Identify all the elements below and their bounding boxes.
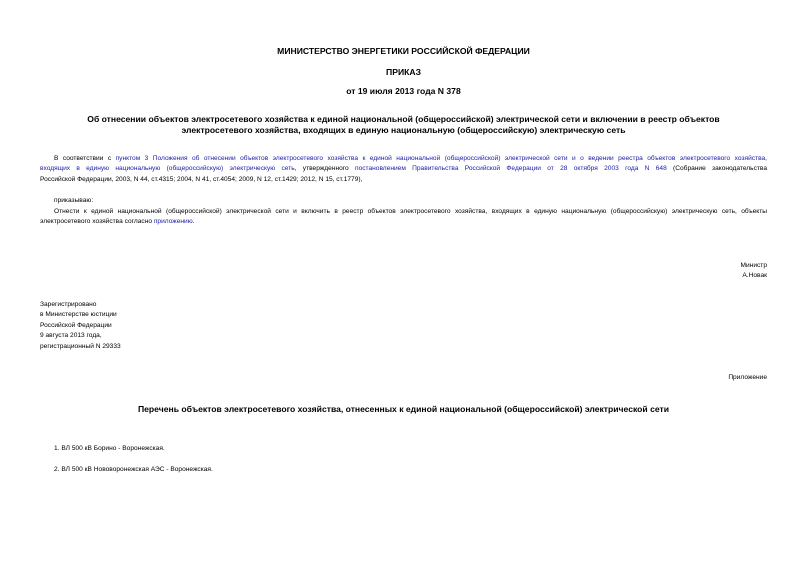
preamble-prefix: В соответствии с [54,155,116,162]
preamble-line-1 [40,154,767,164]
registration-line: Российской Федерации [40,321,112,329]
regulation-link[interactable]: пунктом 3 Положения об отнесении объектов электросетевого хозяйства к единой национальной (общероссийской) электрической сети и о ведении реестра объектов электросетевого хозяйства, [115,155,767,162]
appendix-link[interactable]: приложению [153,218,193,226]
appendix-item-2: 2. ВЛ 500 кВ Нововоронежская АЭС - Воронежская. [54,466,213,473]
order-line-2-suffix: . [192,218,195,226]
registration-line: регистрационный N 29333 [40,342,121,350]
order-line-1: Отнести к единой национальной (общероссийской) электрической сети и включить в реестр объектов электросетевого хозяйства, входящих в единую национальную (общероссийскую) электрическую сеть, объекты [54,208,767,215]
preamble-line-2 [40,164,767,174]
appendix-label: Приложение [728,374,767,381]
title-line-2: электросетевого хозяйства, входящих в единую национальную (общероссийскую) электрическую сеть [181,125,626,135]
preamble-suffix: (Собрание законодательства [666,165,767,173]
date-number-heading: от 19 июля 2013 года N 378 [346,86,461,96]
order-paragraph [40,207,767,228]
ministry-heading: МИНИСТЕРСТВО ЭНЕРГЕТИКИ РОССИЙСКОЙ ФЕДЕРАЦИИ [277,46,530,56]
appendix-title: Перечень объектов электросетевого хозяйства, отнесенных к единой национальной (общероссийской) электрической сети [137,404,670,414]
registration-line: Зарегистрировано [40,301,97,308]
preamble-line-3: Российской Федерации, 2003, N 44, ст.4315; 2004, N 41, ст.4054; 2009, N 12, ст.1429; 2012, N 15, ст.1779), [40,175,363,183]
government-decree-link[interactable]: постановлением Правительства Российской Федерации от 28 октября 2003 года N 648 [355,165,667,173]
preamble-paragraph [40,154,767,185]
preamble-mid: , утвержденного [294,165,355,173]
signature-name: А.Новак [742,272,767,279]
order-word: приказываю: [54,197,94,204]
registration-line: в Министерстве юстиции [40,311,117,319]
doc-type-heading: ПРИКАЗ [386,67,421,77]
title-line-1: Об отнесении объектов электросетевого хозяйства к единой национальной (общероссийской) электрической сети и включении в реестр объектов [87,114,720,124]
registration-block [40,300,121,352]
registration-line: 9 августа 2013 года, [40,332,102,340]
appendix-item-1: 1. ВЛ 500 кВ Борино - Воронежская. [54,445,165,452]
regulation-link-cont[interactable]: входящих в единую национальную (общероссийскую) электрическую сеть [40,165,295,173]
signature-position: Министр [740,262,767,269]
order-line-2 [40,217,767,227]
order-line-2-prefix: электросетевого хозяйства согласно [40,218,154,226]
